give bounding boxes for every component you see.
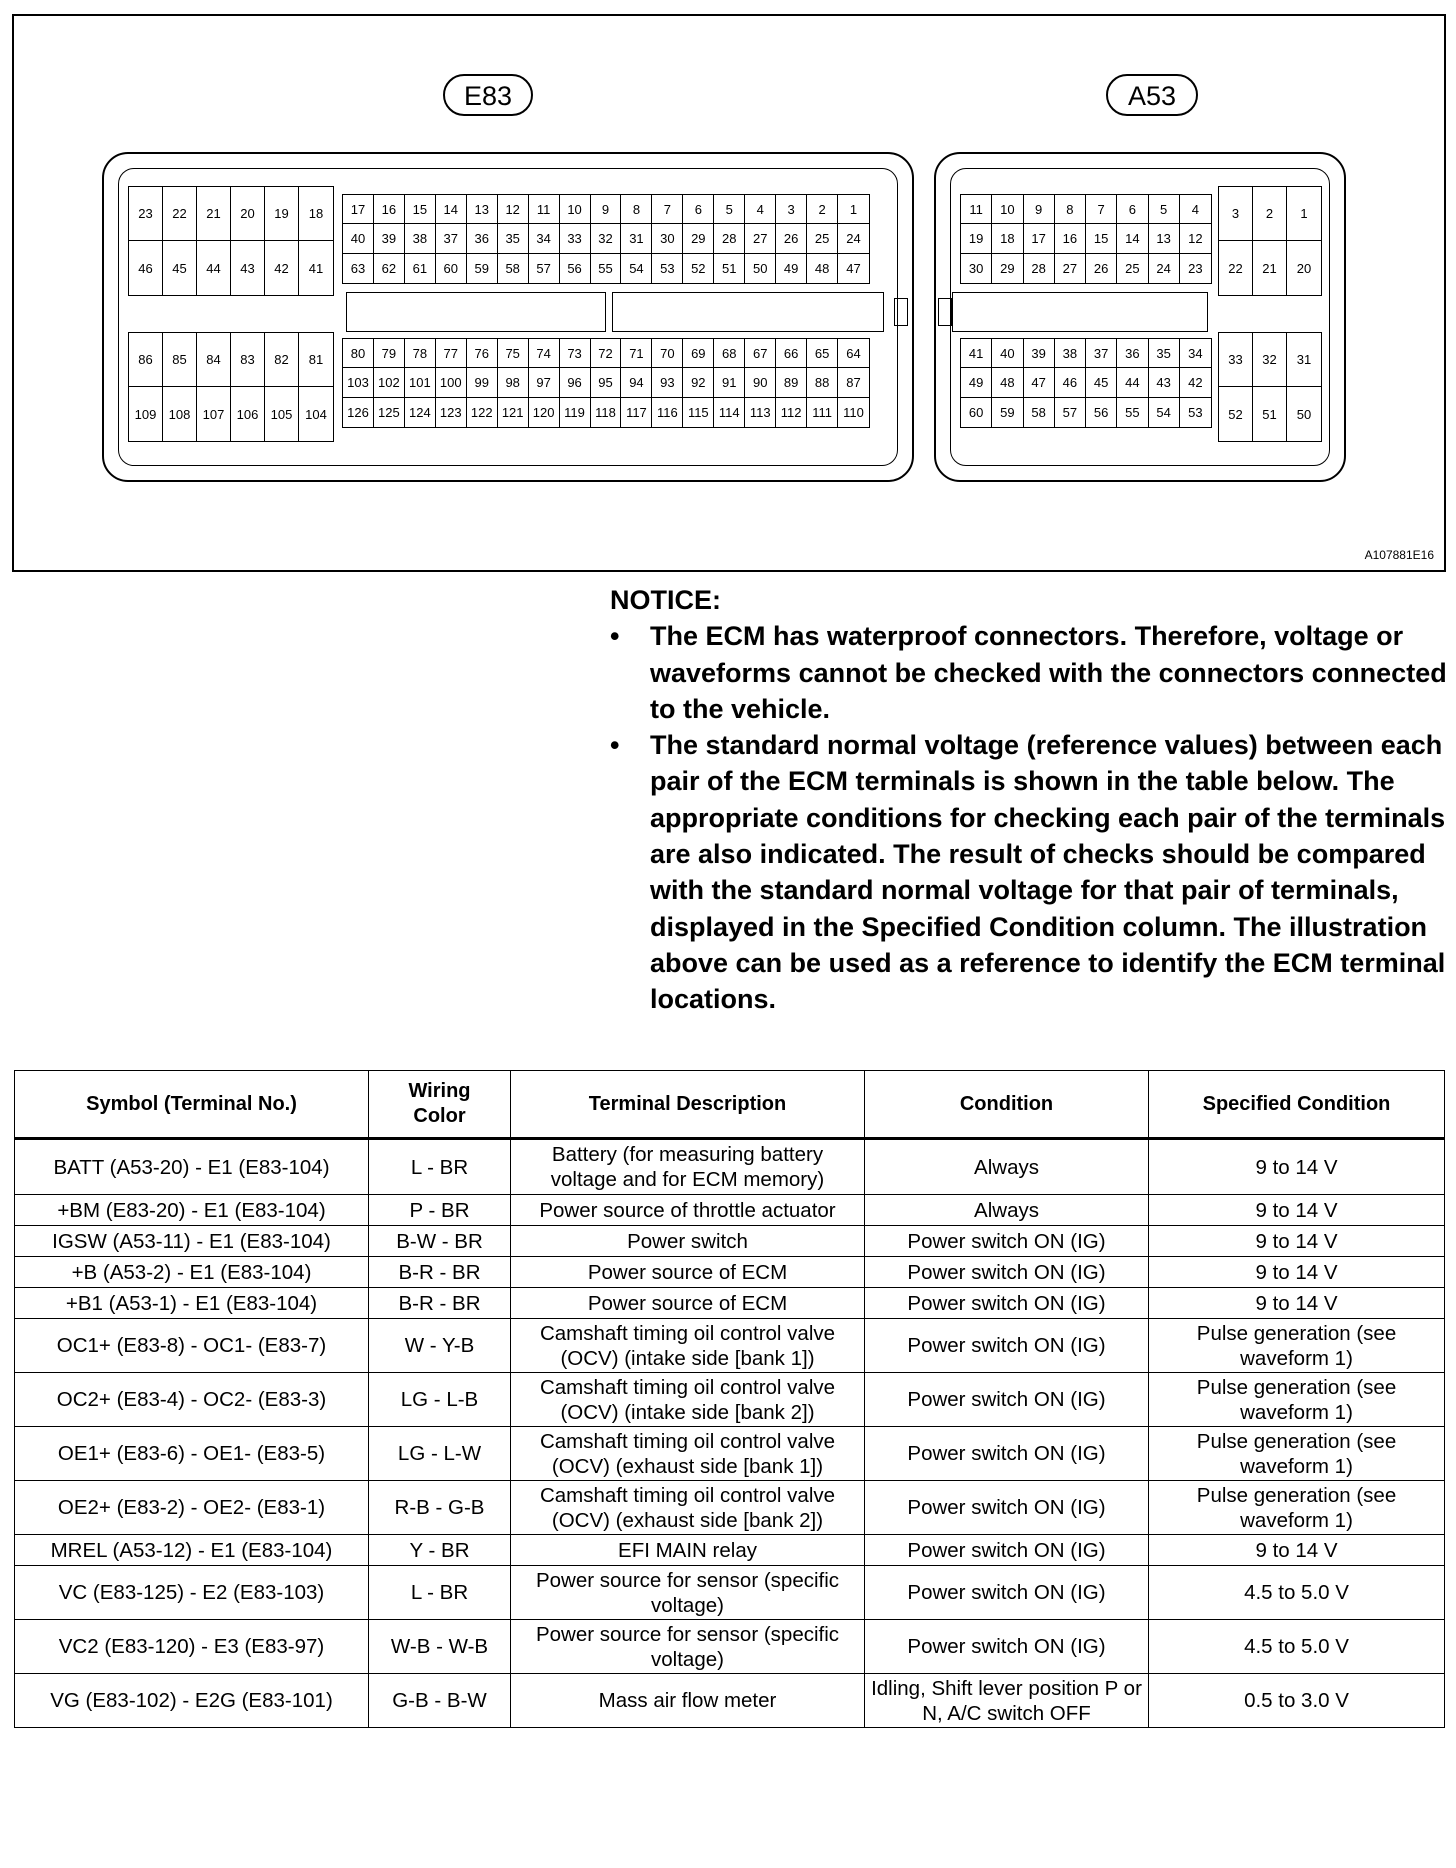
pin-cell: 40 [992,339,1023,368]
pin-cell: 44 [197,241,231,295]
cell-specified-condition: Pulse generation (see waveform 1) [1149,1427,1445,1481]
pin-cell: 9 [591,195,622,224]
table-row [15,1427,1445,1481]
pin-cell: 43 [1149,368,1180,397]
pin-cell: 41 [308,260,324,276]
cell-wiring-color: L - BR [369,1566,511,1620]
cell-symbol: +B1 (A53-1) - E1 (E83-104) [15,1288,369,1319]
table-row [15,1288,1445,1319]
pin-cell: 6 [683,195,714,224]
pin-cell: 12 [1180,224,1211,253]
table-header-row [15,1071,1445,1139]
cell-condition: Always [865,1139,1149,1195]
cell-description: Camshaft timing oil control valve (OCV) (exhaust side [bank 2]) [511,1481,865,1535]
cell-symbol: MREL (A53-12) - E1 (E83-104) [15,1535,369,1566]
pin-cell: 120 [529,398,560,427]
pin-cell: 93 [652,368,683,397]
notice-item-text: The standard normal voltage (reference values) between each pair of the ECM terminals is shown in the table below. The appropriate conditions for checking each pair of the terminals are also indicated. The result of checks should be compared with the standard normal voltage for that pair of terminals, displayed in the Specified Condition column. The illustration above can be used as a reference to identify the ECM terminal locations. [650,730,1446,1015]
pin-cell: 80 [343,339,374,368]
pin-cell: 19 [961,224,992,253]
cell-condition: Power switch ON (IG) [865,1566,1149,1620]
cell-description: Camshaft timing oil control valve (OCV) (intake side [bank 2]) [511,1373,865,1427]
pin-cell: 59 [992,398,1023,427]
pin-cell: 35 [1149,339,1180,368]
pin-cell: 25 [807,224,838,253]
pin-cell: 58 [1024,398,1055,427]
pin-cell: 111 [807,398,838,427]
pin-cell: 24 [1149,254,1180,283]
pin-cell: 88 [807,368,838,397]
pin-cell: 10 [560,195,591,224]
pin-cell: 109 [129,387,163,441]
table-row [15,1373,1445,1427]
a53-pins-bottom-main [960,338,1212,428]
cell-wiring-color: LG - L-B [369,1373,511,1427]
pin-cell: 16 [1055,224,1086,253]
pin-cell: 52 [1219,387,1253,441]
a53-connector-label: A53 [1106,74,1198,116]
pin-cell: 66 [776,339,807,368]
pin-cell: 43 [231,241,265,295]
pin-cell: 71 [621,339,652,368]
pin-cell: 81 [299,333,333,387]
pin-cell: 3 [1219,187,1253,241]
cell-specified-condition: 0.5 to 3.0 V [1149,1674,1445,1728]
e83-connector-label: E83 [443,74,533,116]
col-header-symbol: Symbol (Terminal No.) [15,1071,369,1139]
pin-cell: 45 [163,241,197,295]
pin-cell: 99 [467,368,498,397]
pin-cell: 4 [745,195,776,224]
pin-cell: 77 [436,339,467,368]
pin-cell: 2 [807,195,838,224]
table-row [15,1674,1445,1728]
cell-wiring-color: W-B - W-B [369,1620,511,1674]
pin-cell: 87 [838,368,869,397]
pin-cell: 75 [498,339,529,368]
pin-cell: 84 [197,333,231,387]
cell-condition: Power switch ON (IG) [865,1620,1149,1674]
cell-description: Power source of throttle actuator [511,1195,865,1226]
pin-cell: 25 [1117,254,1148,283]
e83-key-slot-right [612,292,884,332]
pin-cell: 8 [1055,195,1086,224]
pin-cell: 113 [745,398,776,427]
pin-cell: 30 [961,254,992,283]
cell-symbol: IGSW (A53-11) - E1 (E83-104) [15,1226,369,1257]
pin-cell: 114 [714,398,745,427]
cell-wiring-color: B-R - BR [369,1257,511,1288]
pin-cell: 110 [843,404,864,420]
pin-cell: 85 [163,333,197,387]
pin-cell: 56 [1086,398,1117,427]
pin-cell: 50 [745,254,776,283]
pin-cell: 11 [529,195,560,224]
pin-cell: 37 [436,224,467,253]
pin-cell: 23 [129,187,163,241]
pin-cell: 96 [560,368,591,397]
pin-cell: 117 [621,398,652,427]
pin-cell: 51 [1253,387,1287,441]
a53-pins-top-main [960,194,1212,284]
pin-cell: 18 [299,187,333,241]
pin-cell: 102 [374,368,405,397]
cell-symbol: BATT (A53-20) - E1 (E83-104) [15,1139,369,1195]
pin-cell: 8 [621,195,652,224]
pin-cell: 60 [436,254,467,283]
pin-cell: 92 [683,368,714,397]
pin-cell: 100 [436,368,467,397]
pin-cell: 50 [1296,406,1312,422]
pin-cell: 54 [1149,398,1180,427]
pin-cell: 54 [621,254,652,283]
pin-cell: 42 [265,241,299,295]
pin-cell: 2 [1253,187,1287,241]
pin-cell: 17 [1024,224,1055,253]
pin-cell: 121 [498,398,529,427]
pin-cell: 39 [1024,339,1055,368]
pin-cell: 118 [591,398,622,427]
pin-cell: 48 [992,368,1023,397]
pin-cell: 23 [1188,260,1203,276]
pin-cell: 7 [1086,195,1117,224]
pin-cell: 26 [776,224,807,253]
e83-pins-top-main [342,194,870,284]
cell-specified-condition: Pulse generation (see waveform 1) [1149,1319,1445,1373]
pin-cell: 30 [652,224,683,253]
pin-cell: 103 [343,368,374,397]
pin-cell: 86 [129,333,163,387]
a53-key-slot [952,292,1208,332]
pin-cell: 51 [714,254,745,283]
pin-cell: 112 [776,398,807,427]
col-header-wiring-color: Wiring Color [369,1071,511,1139]
pin-cell: 58 [498,254,529,283]
pin-cell: 34 [529,224,560,253]
pin-cell: 17 [343,195,374,224]
pin-cell: 26 [1086,254,1117,283]
pin-cell: 56 [560,254,591,283]
table-row [15,1319,1445,1373]
pin-cell: 36 [467,224,498,253]
pin-cell: 4 [1180,195,1211,224]
pin-cell: 46 [1055,368,1086,397]
cell-specified-condition: 9 to 14 V [1149,1226,1445,1257]
cell-specified-condition: 4.5 to 5.0 V [1149,1620,1445,1674]
cell-specified-condition: 9 to 14 V [1149,1288,1445,1319]
pin-cell: 49 [961,368,992,397]
pin-cell: 10 [992,195,1023,224]
pin-cell: 21 [197,187,231,241]
pin-cell: 74 [529,339,560,368]
connector-diagram [12,14,1446,572]
cell-wiring-color: LG - L-W [369,1427,511,1481]
cell-condition: Power switch ON (IG) [865,1288,1149,1319]
cell-specified-condition: 9 to 14 V [1149,1257,1445,1288]
pin-cell: 22 [163,187,197,241]
pin-cell: 16 [374,195,405,224]
cell-wiring-color: R-B - G-B [369,1481,511,1535]
cell-description: EFI MAIN relay [511,1535,865,1566]
pin-cell: 15 [1086,224,1117,253]
cell-description: Power switch [511,1226,865,1257]
pin-cell: 12 [498,195,529,224]
pin-cell: 27 [1055,254,1086,283]
pin-cell: 67 [745,339,776,368]
notice-heading: NOTICE: [610,585,721,615]
pin-cell: 21 [1253,241,1287,295]
col-header-description: Terminal Description [511,1071,865,1139]
cell-description: Power source for sensor (specific voltage) [511,1566,865,1620]
pin-cell: 47 [846,260,861,276]
pin-cell: 122 [467,398,498,427]
pin-cell: 69 [683,339,714,368]
e83-pins-top-left [128,186,334,296]
col-header-specified-condition: Specified Condition [1149,1071,1445,1139]
pin-cell: 60 [961,398,992,427]
notice-item-2 [610,727,1450,1017]
pin-cell: 37 [1086,339,1117,368]
pin-cell: 64 [838,339,869,368]
e83-pins-bottom-main [342,338,870,428]
table-row [15,1566,1445,1620]
pin-cell: 28 [714,224,745,253]
cell-condition: Power switch ON (IG) [865,1481,1149,1535]
pin-cell: 91 [714,368,745,397]
pin-cell: 46 [129,241,163,295]
cell-symbol: +BM (E83-20) - E1 (E83-104) [15,1195,369,1226]
pin-cell: 78 [405,339,436,368]
pin-cell: 33 [1219,333,1253,387]
pin-cell: 41 [961,339,992,368]
cell-condition: Always [865,1195,1149,1226]
pin-cell: 97 [529,368,560,397]
pin-cell: 33 [560,224,591,253]
cell-description: Camshaft timing oil control valve (OCV) (intake side [bank 1]) [511,1319,865,1373]
pin-cell: 7 [652,195,683,224]
cell-specified-condition: 4.5 to 5.0 V [1149,1566,1445,1620]
a53-pins-bottom-right [1218,332,1322,442]
cell-wiring-color: G-B - B-W [369,1674,511,1728]
pin-cell: 115 [683,398,714,427]
pin-cell: 14 [436,195,467,224]
pin-cell: 24 [838,224,869,253]
pin-cell: 32 [1253,333,1287,387]
pin-cell: 14 [1117,224,1148,253]
cell-description: Battery (for measuring battery voltage and for ECM memory) [511,1139,865,1195]
cell-condition: Power switch ON (IG) [865,1535,1149,1566]
pin-cell: 38 [1055,339,1086,368]
pin-cell: 47 [1024,368,1055,397]
pin-cell: 119 [560,398,591,427]
pin-cell: 68 [714,339,745,368]
table-row [15,1535,1445,1566]
pin-cell: 82 [265,333,299,387]
pin-cell: 62 [374,254,405,283]
pin-cell: 11 [961,195,992,224]
pin-cell: 57 [1055,398,1086,427]
pin-cell: 116 [652,398,683,427]
pin-cell: 83 [231,333,265,387]
e83-pins-bottom-left [128,332,334,442]
ecm-terminal-table [14,1070,1445,1728]
cell-description: Camshaft timing oil control valve (OCV) (exhaust side [bank 1]) [511,1427,865,1481]
pin-cell: 79 [374,339,405,368]
pin-cell: 101 [405,368,436,397]
pin-cell: 94 [621,368,652,397]
cell-wiring-color: L - BR [369,1139,511,1195]
pin-cell: 63 [343,254,374,283]
pin-cell: 55 [1117,398,1148,427]
pin-cell: 32 [591,224,622,253]
notice-item-1 [610,618,1450,727]
cell-specified-condition: 9 to 14 V [1149,1535,1445,1566]
figure-code: A107881E16 [1364,548,1434,562]
cell-symbol: OC2+ (E83-4) - OC2- (E83-3) [15,1373,369,1427]
cell-condition: Power switch ON (IG) [865,1226,1149,1257]
table-row [15,1139,1445,1195]
pin-cell: 28 [1024,254,1055,283]
pin-cell: 106 [231,387,265,441]
pin-cell: 15 [405,195,436,224]
pin-cell: 3 [776,195,807,224]
pin-cell: 36 [1117,339,1148,368]
cell-wiring-color: P - BR [369,1195,511,1226]
pin-cell: 95 [591,368,622,397]
notice-item-text: The ECM has waterproof connectors. Therefore, voltage or waveforms cannot be checked with the connectors connected to the vehicle. [650,621,1447,724]
pin-cell: 105 [265,387,299,441]
pin-cell: 20 [231,187,265,241]
pin-cell: 55 [591,254,622,283]
pin-cell: 53 [652,254,683,283]
pin-cell: 29 [992,254,1023,283]
a53-latch [938,298,952,326]
pin-cell: 31 [621,224,652,253]
pin-cell: 57 [529,254,560,283]
pin-cell: 9 [1024,195,1055,224]
pin-cell: 126 [343,398,374,427]
cell-condition: Idling, Shift lever position P or N, A/C switch OFF [865,1674,1149,1728]
cell-wiring-color: B-W - BR [369,1226,511,1257]
pin-cell: 53 [1188,404,1203,420]
pin-cell: 125 [374,398,405,427]
cell-description: Power source for sensor (specific voltage) [511,1620,865,1674]
table-row [15,1195,1445,1226]
pin-cell: 108 [163,387,197,441]
pin-cell: 90 [745,368,776,397]
cell-description: Power source of ECM [511,1257,865,1288]
cell-wiring-color: W - Y-B [369,1319,511,1373]
cell-symbol: OE2+ (E83-2) - OE2- (E83-1) [15,1481,369,1535]
cell-condition: Power switch ON (IG) [865,1427,1149,1481]
table-row [15,1257,1445,1288]
pin-cell: 104 [305,406,327,422]
cell-symbol: VC (E83-125) - E2 (E83-103) [15,1566,369,1620]
pin-cell: 45 [1086,368,1117,397]
pin-cell: 19 [265,187,299,241]
pin-cell: 39 [374,224,405,253]
pin-cell: 48 [807,254,838,283]
pin-cell: 42 [1180,368,1211,397]
pin-cell: 72 [591,339,622,368]
pin-cell: 22 [1219,241,1253,295]
pin-cell: 40 [343,224,374,253]
pin-cell: 76 [467,339,498,368]
pin-cell: 65 [807,339,838,368]
cell-wiring-color: Y - BR [369,1535,511,1566]
pin-cell: 124 [405,398,436,427]
cell-symbol: OE1+ (E83-6) - OE1- (E83-5) [15,1427,369,1481]
cell-specified-condition: 9 to 14 V [1149,1139,1445,1195]
pin-cell: 27 [745,224,776,253]
pin-cell: 18 [992,224,1023,253]
pin-cell: 52 [683,254,714,283]
pin-cell: 5 [714,195,745,224]
cell-wiring-color: B-R - BR [369,1288,511,1319]
cell-specified-condition: 9 to 14 V [1149,1195,1445,1226]
cell-symbol: +B (A53-2) - E1 (E83-104) [15,1257,369,1288]
pin-cell: 20 [1296,260,1312,276]
pin-cell: 44 [1117,368,1148,397]
cell-specified-condition: Pulse generation (see waveform 1) [1149,1373,1445,1427]
pin-cell: 89 [776,368,807,397]
cell-condition: Power switch ON (IG) [865,1319,1149,1373]
pin-cell: 98 [498,368,529,397]
pin-cell: 59 [467,254,498,283]
bullet-icon: • [610,730,620,761]
pin-cell: 31 [1287,333,1321,387]
pin-cell: 29 [683,224,714,253]
a53-pins-top-right [1218,186,1322,296]
cell-specified-condition: Pulse generation (see waveform 1) [1149,1481,1445,1535]
e83-key-slot-left [346,292,606,332]
pin-cell: 1 [838,195,869,224]
pin-cell: 73 [560,339,591,368]
pin-cell: 6 [1117,195,1148,224]
pin-cell: 61 [405,254,436,283]
pin-cell: 13 [467,195,498,224]
pin-cell: 107 [197,387,231,441]
cell-symbol: VG (E83-102) - E2G (E83-101) [15,1674,369,1728]
pin-cell: 13 [1149,224,1180,253]
pin-cell: 5 [1149,195,1180,224]
cell-symbol: OC1+ (E83-8) - OC1- (E83-7) [15,1319,369,1373]
table-row [15,1226,1445,1257]
cell-condition: Power switch ON (IG) [865,1257,1149,1288]
table-row [15,1620,1445,1674]
cell-description: Power source of ECM [511,1288,865,1319]
pin-cell: 70 [652,339,683,368]
cell-symbol: VC2 (E83-120) - E3 (E83-97) [15,1620,369,1674]
pin-cell: 38 [405,224,436,253]
pin-cell: 123 [436,398,467,427]
col-header-condition: Condition [865,1071,1149,1139]
cell-description: Mass air flow meter [511,1674,865,1728]
e83-latch [894,298,908,326]
notice-block [610,582,1450,1018]
cell-condition: Power switch ON (IG) [865,1373,1149,1427]
pin-cell: 1 [1287,187,1321,241]
pin-cell: 49 [776,254,807,283]
bullet-icon: • [610,621,620,652]
pin-cell: 34 [1180,339,1211,368]
table-row [15,1481,1445,1535]
pin-cell: 35 [498,224,529,253]
